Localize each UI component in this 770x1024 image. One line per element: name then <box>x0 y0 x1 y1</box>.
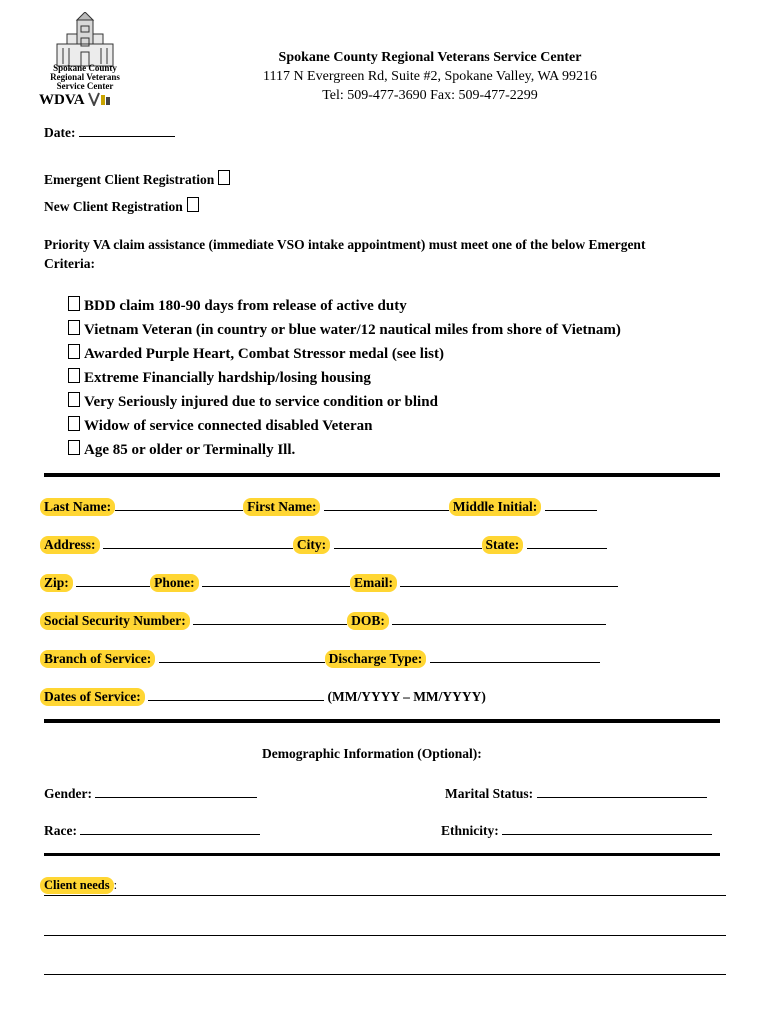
org-address: 1117 N Evergreen Rd, Suite #2, Spokane Valley, WA 99216 <box>262 69 598 84</box>
client-needs-row: Client needs : <box>40 878 117 893</box>
courthouse-icon <box>37 12 133 68</box>
dates-field[interactable] <box>148 688 324 701</box>
discharge-field[interactable] <box>430 650 600 663</box>
logo-line-3: Service Center <box>56 81 114 91</box>
discharge-label: Discharge Type: <box>325 650 427 668</box>
contact-row <box>40 574 618 591</box>
gender-field[interactable] <box>95 785 257 798</box>
wdva-mark-icon <box>88 92 112 106</box>
race-field[interactable] <box>80 822 260 835</box>
branch-row <box>40 650 600 667</box>
email-label: Email: <box>350 574 397 592</box>
middle-initial-label: Middle Initial: <box>449 498 541 516</box>
gender-label: Gender: <box>44 786 92 801</box>
address-label: Address: <box>40 536 100 554</box>
criteria-item: Very Seriously injured due to service condition or blind <box>68 392 438 411</box>
client-needs-label: Client needs <box>40 877 114 894</box>
last-name-field[interactable] <box>115 498 243 511</box>
ethnicity-field[interactable] <box>502 822 712 835</box>
priority-text: Priority VA claim assistance (immediate VSO intake appointment) must meet one of the below Emergent <box>44 237 646 252</box>
city-label: City: <box>293 536 330 554</box>
phone-field[interactable] <box>202 574 350 587</box>
city-field[interactable] <box>334 536 482 549</box>
middle-initial-field[interactable] <box>545 498 597 511</box>
date-label: Date: <box>44 125 76 140</box>
criteria-item: BDD claim 180-90 days from release of active duty <box>68 296 407 315</box>
last-name-label: Last Name: <box>40 498 115 516</box>
emergent-label: Emergent Client Registration <box>44 172 215 187</box>
ssn-row <box>40 612 606 629</box>
dob-field[interactable] <box>392 612 606 625</box>
first-name-label: First Name: <box>243 498 320 516</box>
org-phone: Tel: 509-477-3690 Fax: 509-477-2299 <box>322 88 538 103</box>
criteria-item: Vietnam Veteran (in country or blue water/12 nautical miles from shore of Vietnam) <box>68 320 621 339</box>
date-field[interactable] <box>79 124 175 137</box>
section-divider <box>44 719 720 723</box>
dates-label: Dates of Service: <box>40 688 145 706</box>
criteria-item: Awarded Purple Heart, Combat Stressor medal (see list) <box>68 344 444 363</box>
section-divider <box>44 853 720 856</box>
name-row <box>40 498 597 515</box>
gender-row <box>44 785 257 802</box>
new-registration <box>44 197 199 215</box>
emergent-registration <box>44 170 230 188</box>
address-field[interactable] <box>103 536 293 549</box>
emergent-checkbox[interactable] <box>218 170 230 185</box>
race-label: Race: <box>44 823 77 838</box>
ethnicity-label: Ethnicity: <box>441 823 499 838</box>
criteria-item: Extreme Financially hardship/losing housing <box>68 368 371 387</box>
logo <box>37 12 133 108</box>
new-checkbox[interactable] <box>187 197 199 212</box>
new-label: New Client Registration <box>44 199 183 214</box>
branch-field[interactable] <box>159 650 325 663</box>
logo-line-1: Spokane County <box>53 63 117 73</box>
criteria-checkbox[interactable] <box>68 392 80 407</box>
marital-row <box>445 785 707 802</box>
dates-format: (MM/YYYY – MM/YYYY) <box>327 689 486 704</box>
address-row <box>40 536 607 553</box>
priority-text-2: Criteria: <box>44 256 95 271</box>
criteria-item: Age 85 or older or Terminally Ill. <box>68 440 295 459</box>
marital-label: Marital Status: <box>445 786 534 801</box>
criteria-checkbox[interactable] <box>68 416 80 431</box>
client-needs-line[interactable] <box>44 895 726 896</box>
ethnicity-row <box>441 822 712 839</box>
criteria-checkbox[interactable] <box>68 296 80 311</box>
demographic-title: Demographic Information (Optional): <box>262 746 482 761</box>
email-field[interactable] <box>400 574 618 587</box>
criteria-checkbox[interactable] <box>68 320 80 335</box>
section-divider <box>44 473 720 477</box>
org-name: Spokane County Regional Veterans Service Center <box>278 50 582 65</box>
client-needs-line[interactable] <box>44 935 726 936</box>
criteria-checkbox[interactable] <box>68 344 80 359</box>
criteria-checkbox[interactable] <box>68 440 80 455</box>
dates-row <box>40 688 486 705</box>
date-row <box>44 124 175 141</box>
phone-label: Phone: <box>150 574 199 592</box>
dob-label: DOB: <box>347 612 389 630</box>
criteria-checkbox[interactable] <box>68 368 80 383</box>
state-label: State: <box>482 536 524 554</box>
criteria-item: Widow of service connected disabled Veteran <box>68 416 372 435</box>
marital-field[interactable] <box>537 785 707 798</box>
zip-field[interactable] <box>76 574 150 587</box>
ssn-label: Social Security Number: <box>40 612 190 630</box>
zip-label: Zip: <box>40 574 73 592</box>
race-row <box>44 822 260 839</box>
logo-brand: WDVA <box>39 92 84 108</box>
first-name-field[interactable] <box>324 498 449 511</box>
branch-label: Branch of Service: <box>40 650 155 668</box>
state-field[interactable] <box>527 536 607 549</box>
logo-line-2: Regional Veterans <box>50 72 120 82</box>
ssn-field[interactable] <box>193 612 347 625</box>
client-needs-line[interactable] <box>44 974 726 975</box>
